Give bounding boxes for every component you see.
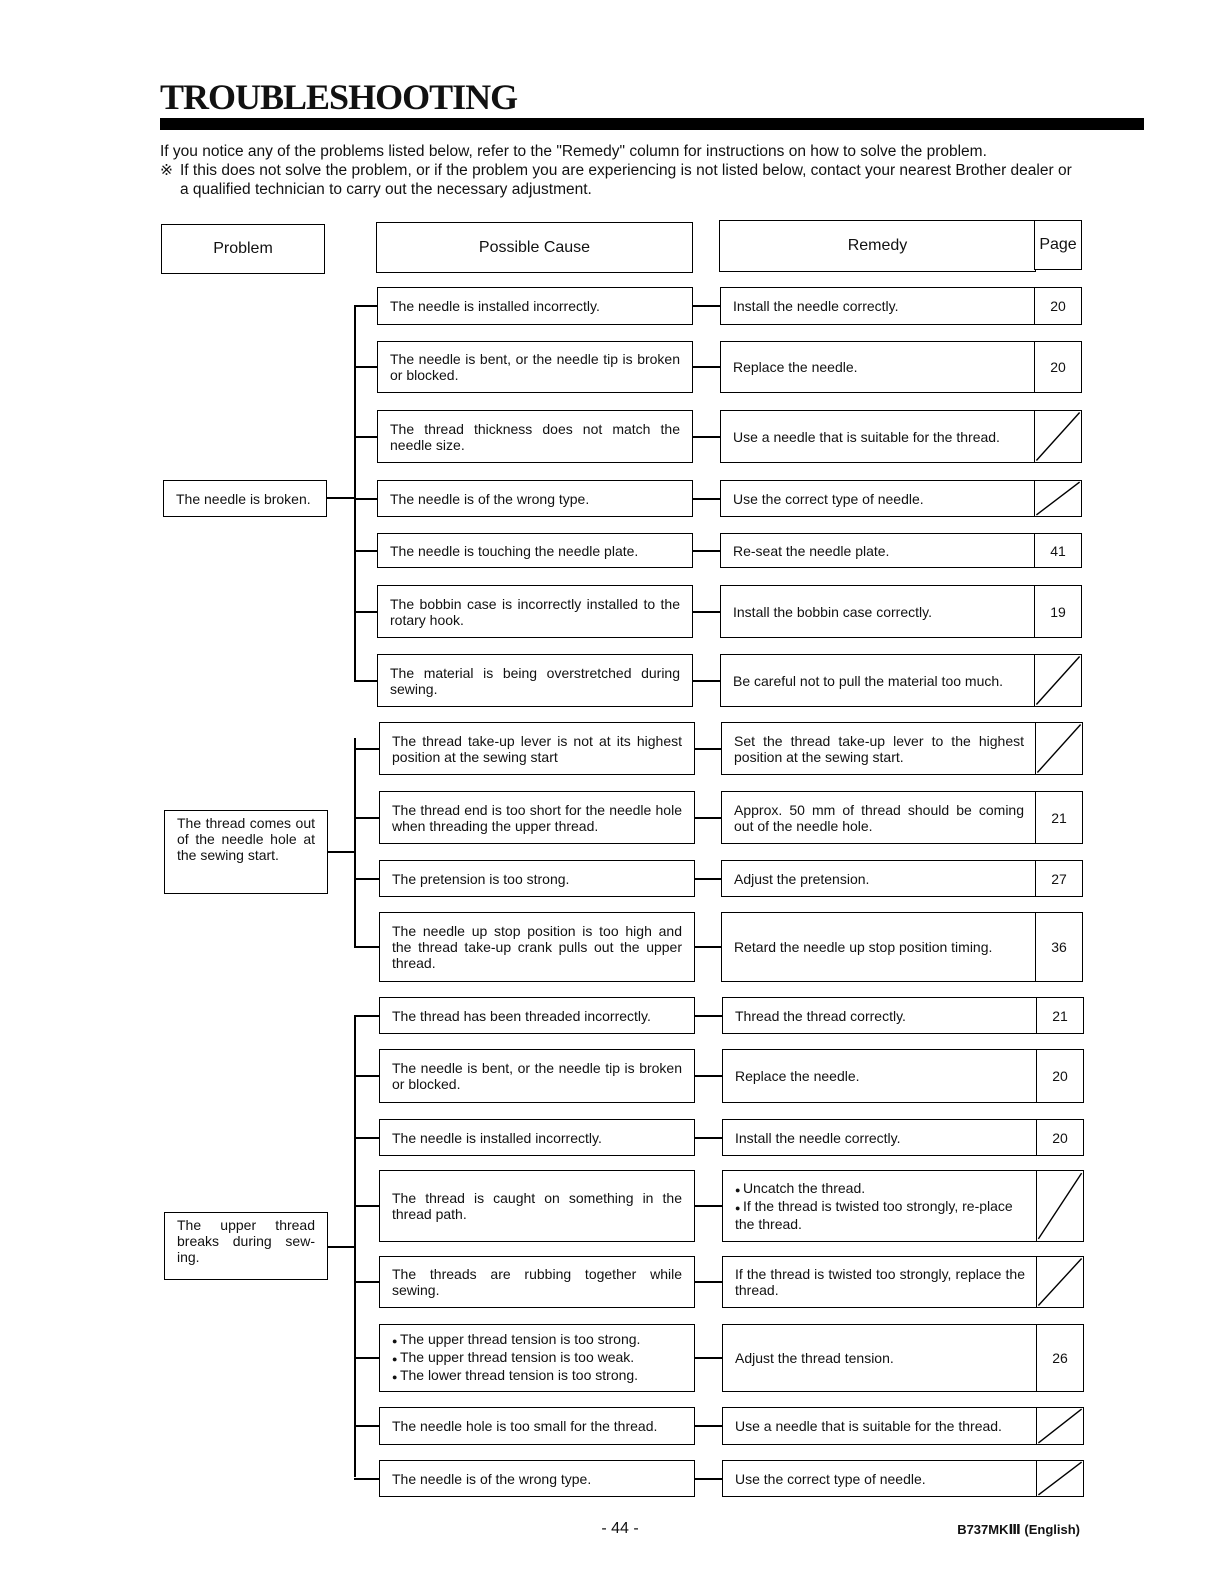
remedy-text: Install the needle correctly.: [735, 1129, 901, 1146]
cause-box: [377, 287, 693, 325]
page-ref-none: [1035, 722, 1083, 775]
bullet-icon: ●: [392, 1372, 400, 1382]
connector-line: [693, 498, 720, 500]
remedy-text: Approx. 50 mm of thread should be coming out of the needle hole.: [734, 801, 1024, 834]
connector-line: [695, 878, 721, 880]
connector-line: [354, 366, 377, 368]
cause-text: The needle is installed incorrectly.: [392, 1129, 602, 1146]
bullet-icon: ●: [735, 1203, 743, 1213]
connector-line: [354, 748, 379, 750]
cause-box: [379, 1256, 695, 1308]
problem-upper-thread-breaks: The upper thread breaks during sew-ing.: [164, 1212, 328, 1280]
cause-text: The needle is of the wrong type.: [390, 490, 590, 507]
page-ref-none: [1034, 654, 1082, 707]
remedy-text: Set the thread take-up lever to the highest position at the sewing start.: [734, 732, 1024, 765]
remedy-box: [720, 654, 1036, 707]
remedy-text: Retard the needle up stop position timing.: [734, 939, 993, 955]
connector-line: [695, 1205, 722, 1207]
cause-box: [377, 654, 693, 707]
connector-line: [693, 366, 720, 368]
title-rule: [160, 118, 1144, 130]
cause-text: The needle is bent, or the needle tip is broken or blocked.: [390, 351, 680, 383]
connector-line: [693, 611, 720, 613]
connector-line: [695, 1478, 722, 1480]
bullet-icon: ●: [392, 1336, 400, 1346]
remedy-box: [721, 860, 1037, 897]
remedy-item-text: If the thread is twisted too strongly, re-place the thread.: [735, 1198, 1013, 1232]
cause-box: [379, 860, 695, 897]
cause-box: [379, 791, 695, 844]
page-ref-text: 26: [1052, 1350, 1068, 1366]
cause-box: [379, 912, 695, 982]
connector-line: [354, 1357, 379, 1359]
page-ref: [1036, 1324, 1084, 1392]
diagonal-slash-icon: [1036, 723, 1082, 774]
remedy-text: Use a needle that is suitable for the thread.: [735, 1418, 1002, 1434]
cause-text: The needle is touching the needle plate.: [390, 542, 639, 559]
cause-text: The thread is caught on something in the thread path.: [392, 1190, 682, 1222]
page-ref-text: 36: [1051, 939, 1067, 955]
bullet-icon: ●: [735, 1185, 743, 1195]
connector-line: [354, 1137, 379, 1139]
connector-line: [354, 611, 377, 613]
cause-box: [379, 1119, 695, 1156]
remedy-text: Replace the needle.: [735, 1068, 860, 1084]
connector-line: [354, 878, 379, 880]
remedy-box: [720, 533, 1036, 568]
cause-text: The needle is installed incorrectly.: [390, 298, 600, 314]
diagonal-slash-icon: [1037, 1461, 1083, 1496]
connector-line: [354, 1075, 379, 1077]
remedy-box: [722, 1460, 1038, 1497]
remedy-box: [720, 410, 1036, 463]
intro-text: [160, 142, 1084, 199]
remedy-text: Re-seat the needle plate.: [733, 542, 890, 559]
cause-box: [379, 1170, 695, 1242]
diagonal-slash-icon: [1035, 655, 1081, 706]
page-ref-none: [1034, 410, 1082, 463]
remedy-list: [735, 1180, 1025, 1232]
page-ref: [1036, 1119, 1084, 1156]
cause-text: The needle up stop position is too high and the thread take-up crank pulls out the upper thread.: [392, 923, 682, 971]
page-ref: [1034, 287, 1082, 325]
header-page: Page: [1034, 220, 1082, 270]
connector-line: [695, 946, 721, 948]
connector-line: [695, 748, 721, 750]
cause-box: [377, 410, 693, 463]
cause-text: The needle hole is too small for the thread.: [392, 1418, 658, 1434]
page-ref-text: 20: [1052, 1068, 1068, 1084]
page-ref: [1036, 1049, 1084, 1103]
connector-line: [695, 1357, 722, 1359]
remedy-box: [722, 1407, 1038, 1445]
remedy-text: Thread the thread correctly.: [735, 1007, 906, 1024]
cause-item-text: The upper thread tension is too strong.: [399, 1331, 641, 1347]
page-ref-text: 27: [1051, 870, 1067, 887]
remedy-box: [720, 341, 1036, 393]
note-mark-icon: ※: [160, 162, 173, 179]
remedy-text: Be careful not to pull the material too much.: [733, 672, 1004, 689]
cause-box: [379, 1049, 695, 1103]
cause-box: [379, 1460, 695, 1497]
connector-line: [354, 680, 377, 682]
remedy-text: Use the correct type of needle.: [733, 490, 924, 507]
remedy-text: Use the correct type of needle.: [735, 1470, 926, 1487]
remedy-item: [735, 1198, 1025, 1232]
cause-item-text: The lower thread tension is too strong.: [399, 1367, 639, 1383]
cause-list: [392, 1331, 640, 1385]
remedy-box: [720, 480, 1036, 517]
model-label: B737MKⅢ (English): [957, 1522, 1080, 1537]
cause-item: [392, 1331, 640, 1349]
page-ref: [1034, 341, 1082, 393]
remedy-box: [721, 791, 1037, 844]
cause-text: The thread end is too short for the needle hole when threading the upper thread.: [392, 801, 682, 834]
connector-line: [354, 1478, 379, 1480]
remedy-box: [721, 722, 1037, 775]
remedy-box: [720, 585, 1036, 638]
connector-line: [693, 436, 720, 438]
remedy-box: [722, 1119, 1038, 1156]
remedy-text: Adjust the thread tension.: [735, 1350, 894, 1366]
cause-text: The bobbin case is incorrectly installed to the rotary hook.: [390, 595, 680, 628]
diagonal-slash-icon: [1037, 1171, 1083, 1241]
connector-line: [354, 550, 377, 552]
page-title: TROUBLESHOOTING: [160, 77, 518, 117]
diagonal-slash-icon: [1037, 1408, 1083, 1444]
connector-line: [354, 498, 377, 500]
header-remedy: Remedy: [719, 220, 1036, 272]
cause-item: [392, 1349, 640, 1367]
cause-text: The needle is of the wrong type.: [392, 1470, 592, 1487]
remedy-text: Use a needle that is suitable for the thread.: [733, 428, 1000, 445]
remedy-item-text: Uncatch the thread.: [742, 1180, 866, 1196]
page-ref-text: 20: [1050, 359, 1066, 375]
connector-line: [695, 1015, 722, 1017]
cause-text: The thread thickness does not match the needle size.: [390, 420, 680, 453]
remedy-text: If the thread is twisted too strongly, replace the thread.: [735, 1266, 1025, 1298]
connector-line: [695, 817, 721, 819]
remedy-text: Adjust the pretension.: [734, 870, 870, 887]
cause-text: The thread take-up lever is not at its highest position at the sewing start: [392, 732, 682, 765]
cause-item-text: The upper thread tension is too weak.: [399, 1349, 635, 1365]
page-ref-text: 21: [1052, 1007, 1068, 1024]
connector-line: [354, 305, 377, 307]
bullet-icon: ●: [392, 1354, 400, 1364]
remedy-box: [722, 1324, 1038, 1392]
page-ref: [1035, 791, 1083, 844]
problem-thread-comes-out: The thread comes out of the needle hole at the sewing start.: [164, 810, 328, 894]
connector-line: [354, 1425, 379, 1427]
diagonal-slash-icon: [1035, 411, 1081, 462]
connector-line: [354, 1281, 379, 1283]
page-ref-none: [1036, 1170, 1084, 1242]
page-number: - 44 -: [601, 1520, 639, 1537]
connector-line: [693, 680, 720, 682]
connector-line: [695, 1137, 722, 1139]
page-ref-none: [1036, 1407, 1084, 1445]
page-ref-text: 20: [1052, 1129, 1068, 1146]
connector-line: [695, 1075, 722, 1077]
cause-box: [377, 480, 693, 517]
cause-box: [377, 341, 693, 393]
cause-box: [377, 533, 693, 568]
cause-box: [379, 997, 695, 1034]
page-ref: [1036, 997, 1084, 1034]
connector-line: [693, 305, 720, 307]
cause-text: The threads are rubbing together while sewing.: [392, 1266, 682, 1298]
cause-text: The pretension is too strong.: [392, 870, 570, 887]
header-cause: Possible Cause: [376, 222, 693, 273]
header-problem: Problem: [161, 224, 325, 274]
remedy-box: [721, 912, 1037, 982]
page-ref-text: 41: [1050, 542, 1066, 559]
connector-line: [695, 1425, 722, 1427]
cause-text: The material is being overstretched during sewing.: [390, 664, 680, 697]
remedy-box: [722, 997, 1038, 1034]
cause-text: The thread has been threaded incorrectly.: [392, 1007, 651, 1024]
remedy-box: [722, 1256, 1038, 1308]
page-ref-none: [1036, 1460, 1084, 1497]
page-ref-text: 19: [1050, 603, 1066, 620]
page-ref: [1034, 533, 1082, 568]
remedy-item: [735, 1180, 1025, 1198]
page-ref: [1035, 912, 1083, 982]
connector-line: [354, 436, 377, 438]
page-ref: [1034, 585, 1082, 638]
remedy-box: [722, 1049, 1038, 1103]
cause-box: [379, 722, 695, 775]
diagonal-slash-icon: [1037, 1257, 1083, 1307]
connector-line: [693, 550, 720, 552]
remedy-text: Install the bobbin case correctly.: [733, 603, 932, 620]
page-ref: [1035, 860, 1083, 897]
diagonal-slash-icon: [1035, 481, 1081, 516]
page-ref-text: 21: [1051, 809, 1067, 826]
problem-needle-broken: The needle is broken.: [163, 480, 327, 517]
remedy-text: Install the needle correctly.: [733, 298, 899, 314]
remedy-box: [722, 1170, 1038, 1242]
connector-line: [354, 817, 379, 819]
cause-box: [379, 1407, 695, 1445]
connector-line: [695, 1281, 722, 1283]
connector-line: [354, 1205, 379, 1207]
page-ref-none: [1034, 480, 1082, 517]
cause-text: The needle is bent, or the needle tip is broken or blocked.: [392, 1060, 682, 1092]
remedy-box: [720, 287, 1036, 325]
cause-item: [392, 1367, 640, 1385]
cause-box: [379, 1324, 695, 1392]
connector-line: [354, 1015, 379, 1017]
intro-note-text: If this does not solve the problem, or if the problem you are experiencing is not listed below, contact your nearest Brother dealer or a qualified technician to carry out the necessary adjustment.: [180, 162, 1072, 198]
intro-note: [160, 161, 1084, 199]
page-ref-none: [1036, 1256, 1084, 1308]
connector-line: [354, 946, 379, 948]
cause-box: [377, 585, 693, 638]
remedy-text: Replace the needle.: [733, 359, 858, 375]
page-ref-text: 20: [1050, 298, 1066, 314]
intro-line: If you notice any of the problems listed below, refer to the "Remedy" column for instructions on how to solve the problem.: [160, 143, 987, 160]
